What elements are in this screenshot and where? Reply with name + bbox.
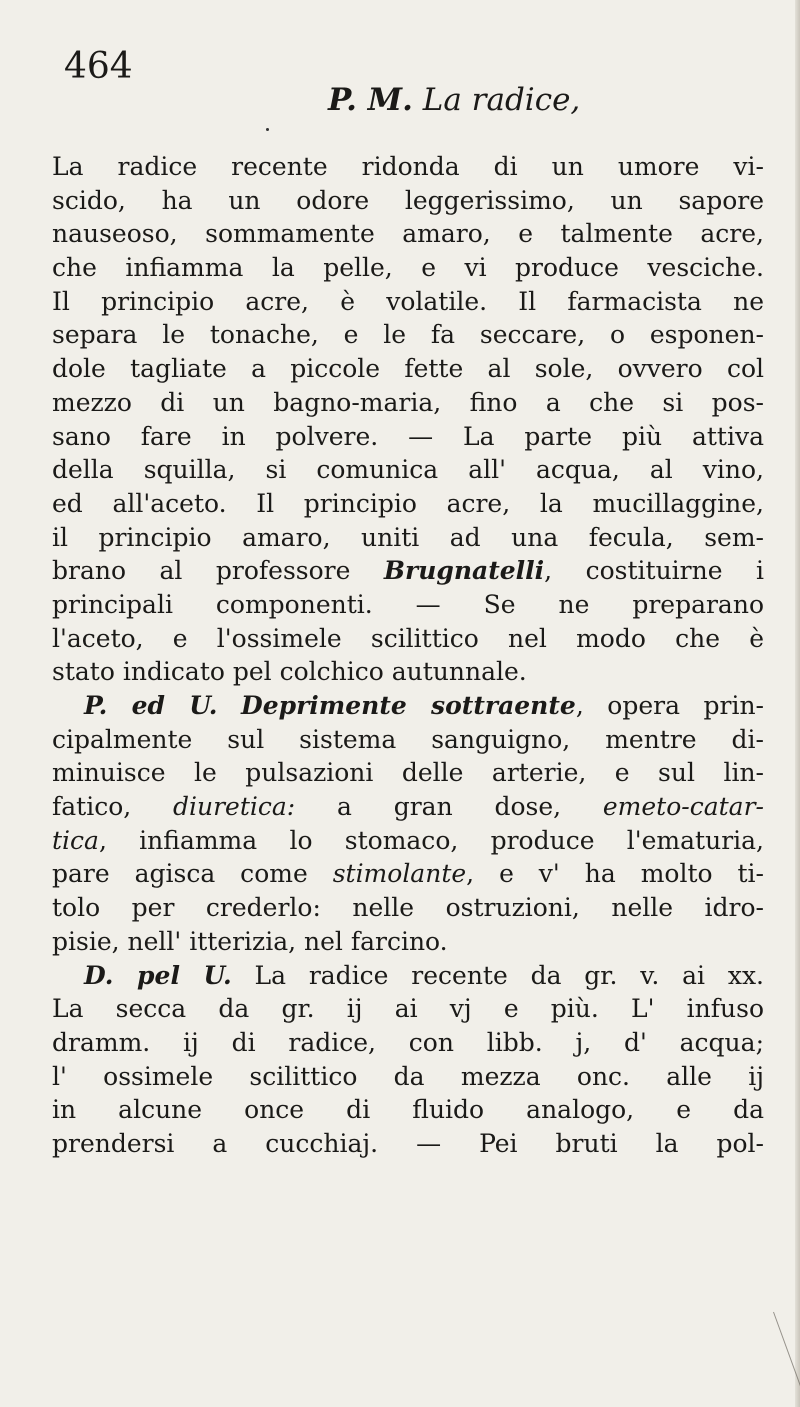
text-segment: stato indicato pel colchico autunnale. — [52, 657, 527, 687]
text-segment: pisie, nell' itterizia, nel farcino. — [52, 926, 448, 956]
text-segment: a gran dose, — [295, 792, 603, 822]
section-heading: P. ed U. — [84, 691, 218, 720]
text-segment: cipalmente sul sistema sanguigno, mentre di- — [52, 724, 764, 754]
text-segment: l' ossimele scilittico da mezza onc. alle ij — [52, 1061, 764, 1091]
text-line — [52, 857, 764, 891]
text-line — [52, 184, 764, 218]
text-line — [52, 756, 764, 790]
text-line — [52, 959, 764, 993]
text-segment: , e v' ha molto ti- — [466, 859, 764, 889]
running-head-prefix: P. M. — [328, 82, 413, 118]
text-segment: Il principio acre, è volatile. Il farmacista ne — [52, 286, 764, 316]
text-line — [52, 790, 764, 824]
text-segment: scido, ha un odore leggerissimo, un sapore — [52, 185, 764, 215]
text-line — [52, 1026, 764, 1060]
text-segment: che infiamma la pelle, e vi produce vesciche. — [52, 253, 764, 283]
section-heading: D. pel U. — [84, 960, 232, 990]
text-line — [52, 352, 764, 386]
text-line — [52, 689, 764, 723]
text-segment: , opera prin- — [575, 691, 765, 720]
text-line — [52, 285, 764, 319]
text-segment: pare agisca come — [52, 859, 333, 889]
text-line — [52, 318, 764, 352]
text-line — [52, 925, 764, 959]
text-segment: La secca da gr. ij ai vj e più. L' infuso — [52, 994, 764, 1024]
page-edge — [795, 0, 800, 1407]
running-head-title: La radice, — [422, 82, 581, 118]
property-term: emeto-catar- — [602, 792, 764, 822]
text-line — [52, 655, 764, 689]
text-line — [52, 992, 764, 1026]
text-segment: l'aceto, e l'ossimele scilittico nel modo che è — [52, 623, 764, 653]
text-segment: La radice recente da gr. v. ai xx. — [231, 960, 764, 990]
text-segment: ed all'aceto. Il principio acre, la mucillaggine, — [52, 488, 764, 518]
property-term: Deprimente sottraente — [241, 691, 576, 720]
text-line — [52, 1060, 764, 1094]
text-segment: della squilla, si comunica all' acqua, al vino, — [52, 455, 764, 485]
text-segment: dramm. ij di radice, con libb. j, d' acqua; — [52, 1027, 764, 1057]
text-segment: sano fare in polvere. — La parte più attiva — [52, 421, 764, 451]
property-term: tica — [52, 825, 99, 855]
text-segment: , costituirne i — [544, 556, 765, 586]
text-segment: , infiamma lo stomaco, produce l'ematuria, — [98, 825, 764, 855]
ink-dot — [266, 128, 269, 131]
text-line — [52, 251, 764, 285]
text-segment: separa le tonache, e le fa seccare, o esponen- — [52, 320, 764, 350]
text-segment: nauseoso, sommamente amaro, e talmente acre, — [52, 219, 764, 249]
text-line — [52, 453, 764, 487]
property-term: stimolante — [332, 859, 467, 889]
text-line — [52, 487, 764, 521]
text-segment: La radice recente ridonda di un umore vi- — [52, 152, 764, 181]
text-segment: fatico, — [52, 792, 173, 822]
text-line — [52, 217, 764, 251]
text-segment: minuisce le pulsazioni delle arterie, e sul lin- — [52, 758, 764, 788]
running-head — [328, 82, 580, 118]
text-segment: mezzo di un bagno-maria, fino a che si pos- — [52, 387, 764, 417]
text-line — [52, 420, 764, 454]
page-number: 464 — [64, 46, 133, 87]
text-line — [52, 588, 764, 622]
text-line — [52, 1127, 764, 1161]
text-line — [52, 386, 764, 420]
body-text — [52, 150, 764, 1161]
text-line — [52, 891, 764, 925]
text-line — [52, 521, 764, 555]
text-segment: il principio amaro, uniti ad una fecula, sem- — [52, 522, 764, 552]
text-line — [52, 150, 764, 184]
text-segment — [218, 691, 242, 720]
text-segment: in alcune once di fluido analogo, e da — [52, 1095, 764, 1125]
text-line — [52, 1093, 764, 1127]
text-segment: prendersi a cucchiaj. — Pei bruti la pol- — [52, 1128, 764, 1158]
text-line — [52, 554, 764, 588]
text-line — [52, 622, 764, 656]
text-line — [52, 824, 764, 858]
text-segment: principali componenti. — Se ne preparano — [52, 589, 764, 619]
text-segment: tolo per crederlo: nelle ostruzioni, nelle idro- — [52, 893, 764, 923]
text-line — [52, 723, 764, 757]
text-segment: dole tagliate a piccole fette al sole, ovvero col — [52, 354, 764, 384]
property-term: diuretica: — [173, 792, 296, 822]
author-name: Brugnatelli — [383, 556, 545, 586]
text-segment: brano al professore — [52, 556, 384, 586]
